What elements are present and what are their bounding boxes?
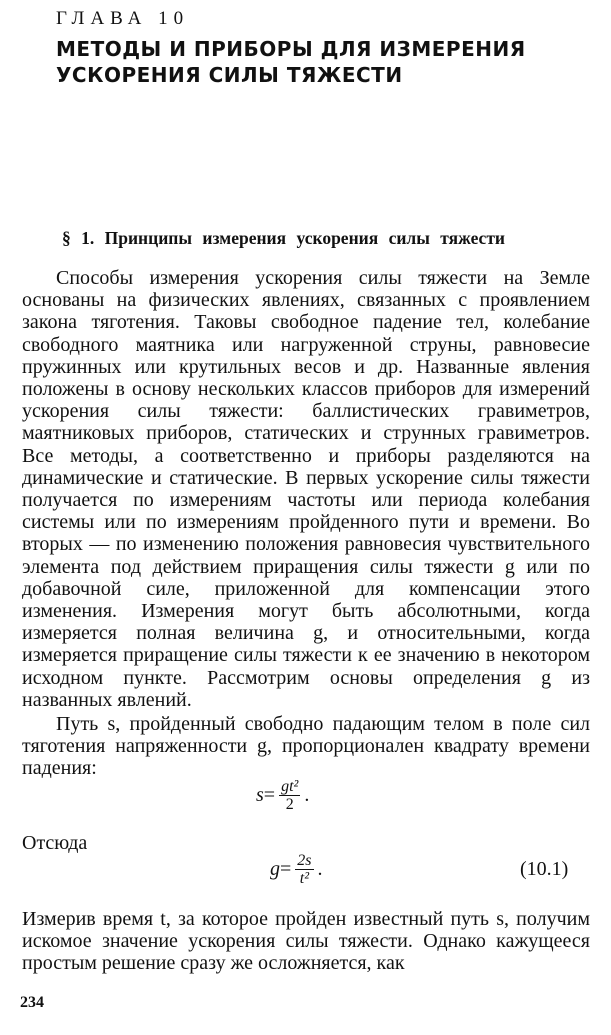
paragraph-2: Путь s, пройденный свободно падающим телом в поле сил тяготения напряженности g, пропорционален квадрату времени падения: (22, 713, 590, 780)
chapter-title (56, 36, 596, 88)
paragraph-1: Способы измерения ускорения силы тяжести на Земле основаны на физических явлениях, связанных с проявлением закона тяготения. Таковы свободное падение тел, колебание свободного маятника или нагруженной струны, равновесие пружинных или крутильных весов и др. Названные явления положены в основу нескольких классов приборов для измерений ускорения силы тяжести: баллистических гравиметров, маятниковых приборов, статических и струнных гравиметров. Все методы, а соответственно и приборы разделяются на динамические и статические. В первых ускорение силы тяжести получается по измерениям частоты или периода колебания системы или по измерениям пройденного пути и времени. Во вторых — по изменению положения равновесия чувствительного элемента под действием приращения силы тяжести g или по добавочной силе, приложенной для компенсации этого изменения. Измерения могут быть абсолютными, когда измеряется полная величина g, и относительными, когда измеряется приращение силы тяжести к ее значению в некотором исходном пункте. Рассмотрим основы определения g из названных явлений. (22, 267, 590, 711)
formula-gravity (270, 852, 323, 887)
formula-2-fraction (295, 852, 313, 887)
chapter-title-line-1: МЕТОДЫ И ПРИБОРЫ ДЛЯ ИЗМЕРЕНИЯ (56, 37, 526, 61)
formula-1-lhs: s (256, 784, 264, 806)
formula-1-period: . (304, 784, 310, 806)
formula-1-denominator: 2 (285, 796, 294, 813)
chapter-label: ГЛАВА 10 (56, 8, 190, 29)
formula-1-fraction (279, 778, 300, 813)
hence-word: Отсюда (22, 832, 88, 854)
page-number: 234 (20, 994, 44, 1011)
formula-free-fall (256, 778, 309, 813)
formula-2-equals: = (280, 858, 292, 880)
formula-2-denominator: t² (299, 870, 310, 887)
section-heading: § 1. Принципы измерения ускорения силы тяжести (62, 228, 506, 248)
formula-1-numerator: gt² (281, 778, 299, 795)
formula-1-equals: = (263, 784, 276, 806)
paragraph-3: Измерив время t, за которое пройден известный путь s, получим искомое значение ускорения силы тяжести. Однако кажущееся простым решение сразу же осложняется, как (22, 908, 590, 975)
chapter-title-line-2: УСКОРЕНИЯ СИЛЫ ТЯЖЕСТИ (56, 63, 403, 87)
formula-2-lhs: g (270, 858, 280, 880)
equation-number: (10.1) (520, 858, 569, 880)
formula-2-numerator: 2s (297, 852, 312, 869)
formula-2-period: . (317, 858, 323, 880)
